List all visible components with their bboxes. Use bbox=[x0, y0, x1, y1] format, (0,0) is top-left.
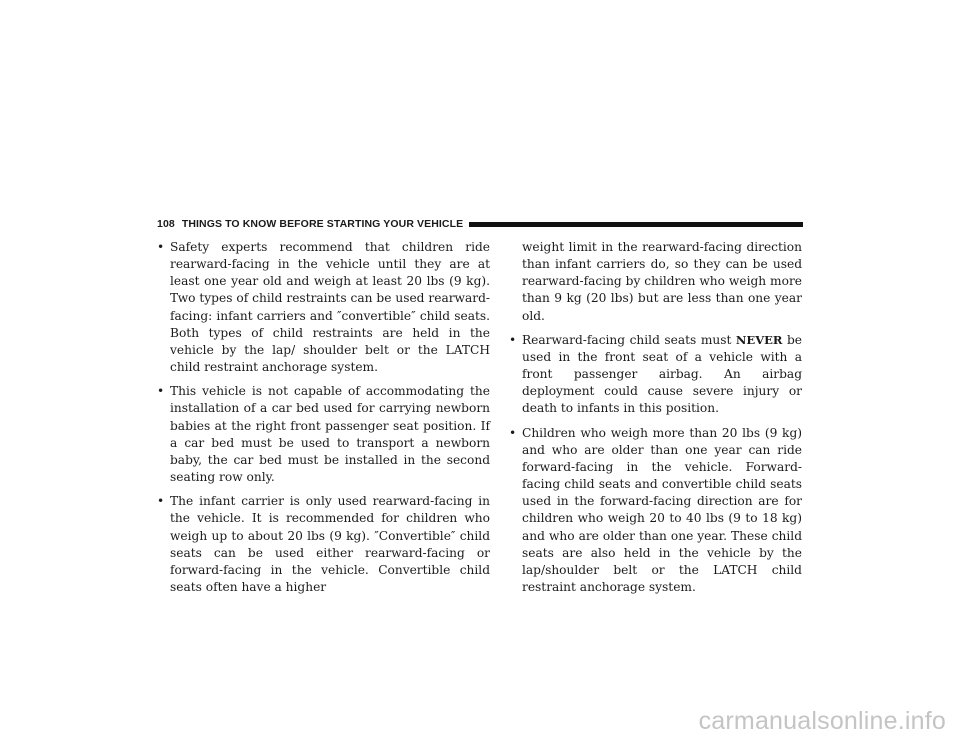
bullet-text-before: Rearward-facing child seats must bbox=[522, 332, 736, 347]
bullet-item bbox=[509, 332, 802, 418]
bullet-icon: • bbox=[509, 332, 517, 347]
bullet-item bbox=[157, 239, 490, 376]
bullet-icon: • bbox=[157, 494, 165, 509]
section-title: THINGS TO KNOW BEFORE STARTING YOUR VEHICLE bbox=[181, 218, 464, 230]
bullet-text: Children who weigh more than 20 lbs (9 kg) and who are older than one year can ride forward-facing in the vehicle. Forward-facing child seats and convertible child seats used in the forward-facing direction are for children who weigh 20 to 40 lbs (9 to 18 kg) and who are older than one year. These child seats are also held in the vehicle by the lap/shoulder belt or the LATCH child restraint anchorage system. bbox=[522, 425, 802, 594]
bullet-icon: • bbox=[157, 240, 165, 254]
bullet-text: This vehicle is not capable of accommodating the installation of a car bed used for carrying newborn babies at the right front passenger seat position. If a car bed must be used to transport a newborn baby, the car bed must be installed in the second seating row only. bbox=[170, 384, 490, 485]
page-header bbox=[157, 216, 803, 232]
bullet-icon: • bbox=[509, 425, 517, 440]
bullet-icon: • bbox=[157, 384, 165, 399]
left-column bbox=[157, 239, 490, 603]
bullet-item bbox=[157, 383, 490, 486]
never-emphasis: NEVER bbox=[735, 332, 783, 347]
watermark-link[interactable]: carmanualsonline.info bbox=[698, 707, 946, 735]
bullet-text-after: be used in the front seat of a vehicle with a front passenger airbag. An airbag deployment could cause severe injury or death to infants in this position. bbox=[522, 332, 802, 416]
header-rule bbox=[469, 222, 803, 227]
bullet-text: The infant carrier is only used rearward-facing in the vehicle. It is recommended for children who weigh up to about 20 lbs (9 kg). ″Convertible″ child seats can be used either rearward-facing or forward-facing in the vehicle. Convertible child seats often have a higher bbox=[170, 494, 490, 594]
bullet-item bbox=[157, 493, 490, 596]
bullet-text: Safety experts recommend that children ride rearward-facing in the vehicle until they are at least one year old and weigh at least 20 lbs (9 kg). Two types of child restraints can be used rearward-facing: infant carriers and ″convertible″ child seats. Both types of child restraints are held in the vehicle by the lap/ shoulder belt or the LATCH child restraint anchorage system. bbox=[170, 240, 490, 375]
continued-paragraph: weight limit in the rearward-facing direction than infant carriers do, so they can be used rearward-facing by children who weigh more than 9 kg (20 lbs) but are less than one year old. bbox=[522, 240, 802, 323]
page-number: 108 bbox=[157, 218, 175, 230]
bullet-item bbox=[509, 425, 802, 597]
right-column bbox=[509, 239, 802, 603]
